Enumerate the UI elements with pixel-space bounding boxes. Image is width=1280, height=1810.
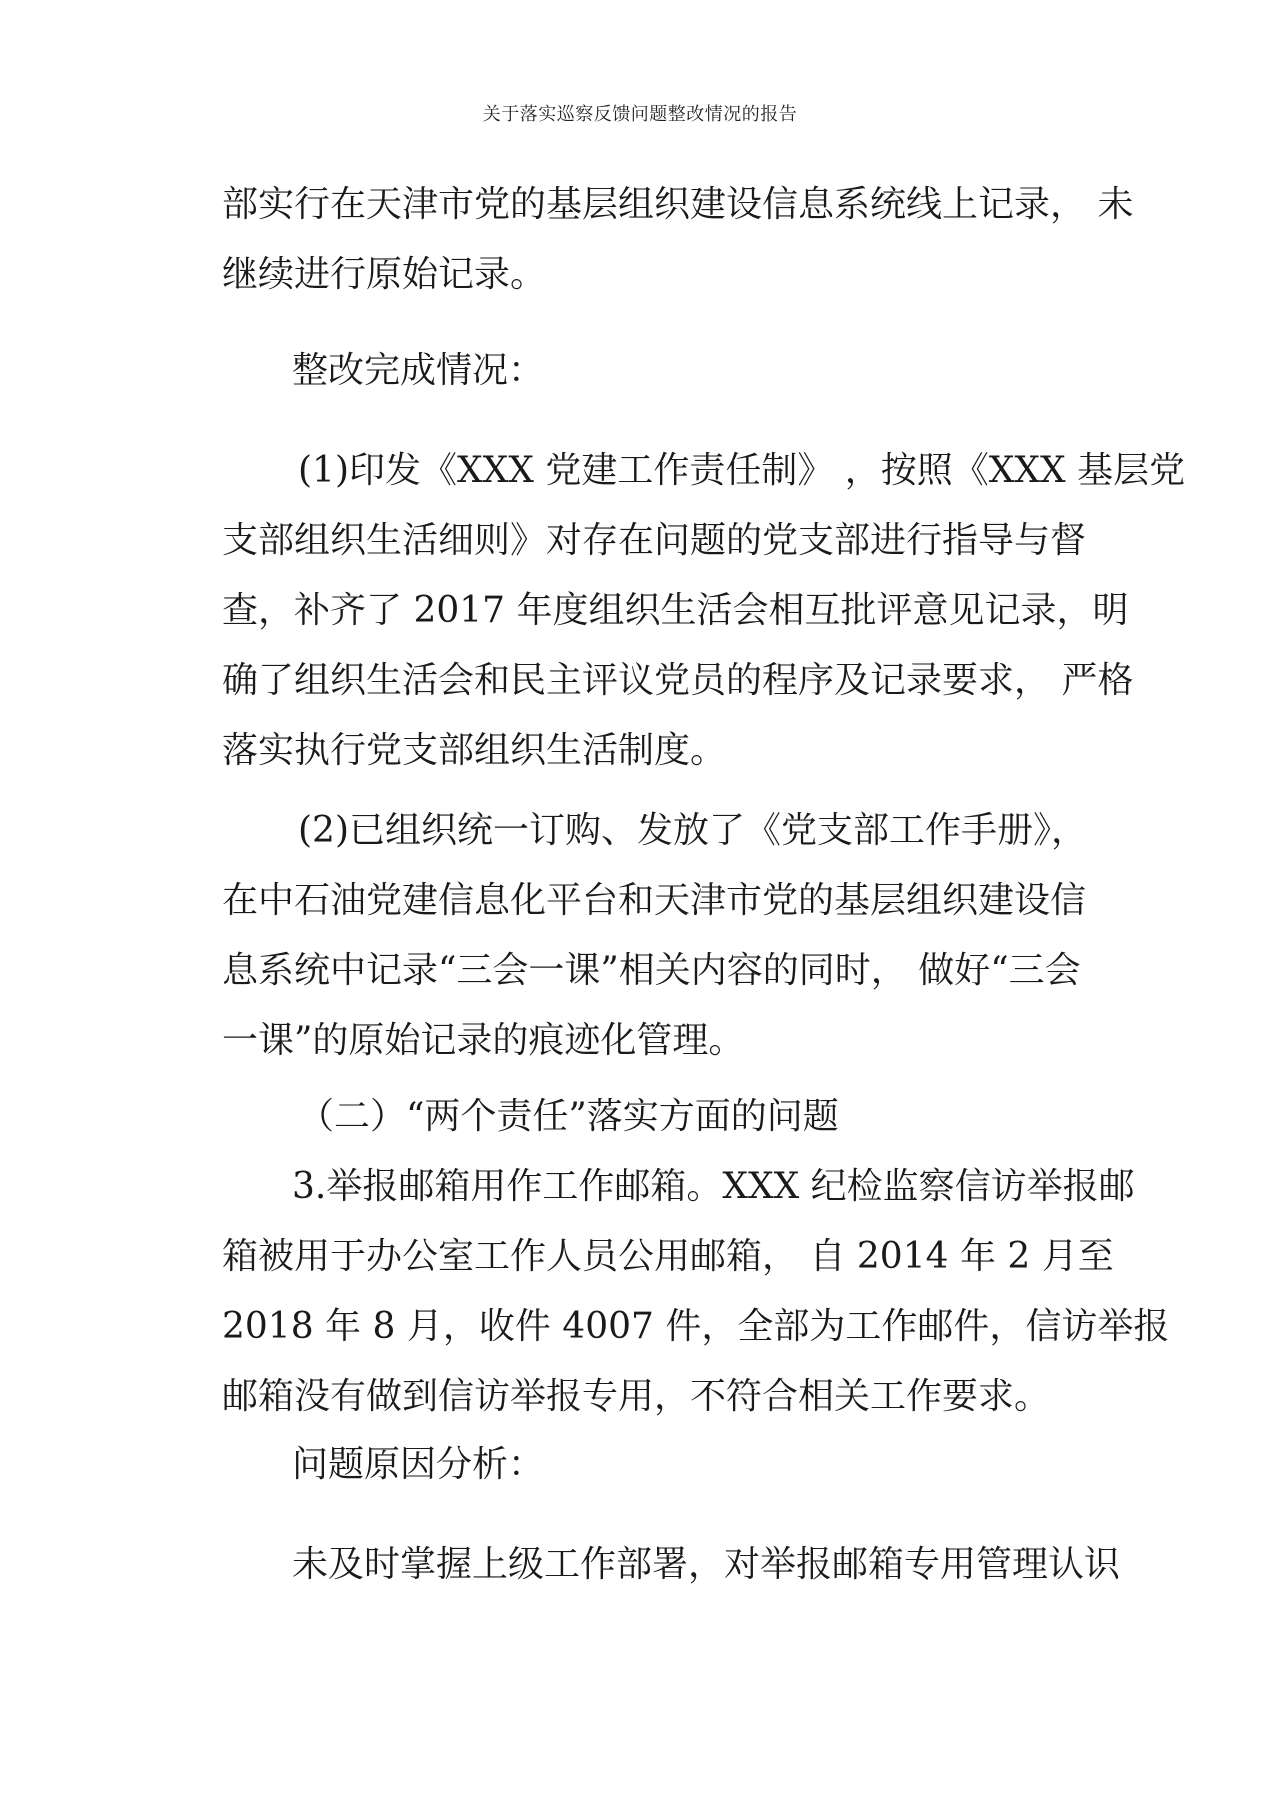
text-line: (2)已组织统一订购、发放了《党支部工作手册》， [298,810,1087,851]
paragraph-3 [222,436,1186,786]
section-heading [222,1082,1068,1152]
text-line: 邮箱没有做到信访举报专用，不符合相关工作要求。 [222,1376,1051,1417]
text-line: 2018 年 8 月，收件 4007 件，全部为工作邮件，信访举报 [222,1306,1170,1347]
text-line: 落实执行党支部组织生活制度。 [222,730,727,771]
paragraph-4 [222,796,1087,1076]
text-line: (1)印发《XXX 党建工作责任制》 ，按照《XXX 基层党 [298,450,1186,491]
text-line: （二）“两个责任”落实方面的问题 [298,1096,839,1137]
text-line: 部实行在天津市党的基层组织建设信息系统线上记录， 未 [222,184,1134,225]
text-line: 箱被用于办公室工作人员公用邮箱， 自 2014 年 2 月至 [222,1236,1114,1277]
paragraph-1 [222,170,1134,310]
text-line: 一课”的原始记录的痕迹化管理。 [222,1020,745,1061]
text-line: 查，补齐了 2017 年度组织生活会相互批评意见记录，明 [222,590,1129,631]
paragraph-8 [222,1530,1121,1600]
paragraph-2-heading [222,336,1068,406]
text-line: 支部组织生活细则》对存在问题的党支部进行指导与督 [222,520,1087,561]
running-header: 关于落实巡察反馈问题整改情况的报告 [482,104,798,125]
paragraph-7-heading [222,1430,1068,1500]
text-line: 整改完成情况： [292,350,545,391]
text-line: 息系统中记录“三会一课”相关内容的同时， 做好“三会 [222,950,1081,991]
text-line: 3.举报邮箱用作工作邮箱。XXX 纪检监察信访举报邮 [292,1166,1135,1207]
text-line: 未及时掌握上级工作部署，对举报邮箱专用管理认识 [292,1544,1121,1585]
text-line: 继续进行原始记录。 [222,254,547,295]
text-line: 确了组织生活会和民主评议党员的程序及记录要求， 严格 [222,660,1134,701]
text-line: 问题原因分析： [292,1444,545,1485]
paragraph-6 [222,1152,1170,1432]
text-line: 在中石油党建信息化平台和天津市党的基层组织建设信 [222,880,1087,921]
